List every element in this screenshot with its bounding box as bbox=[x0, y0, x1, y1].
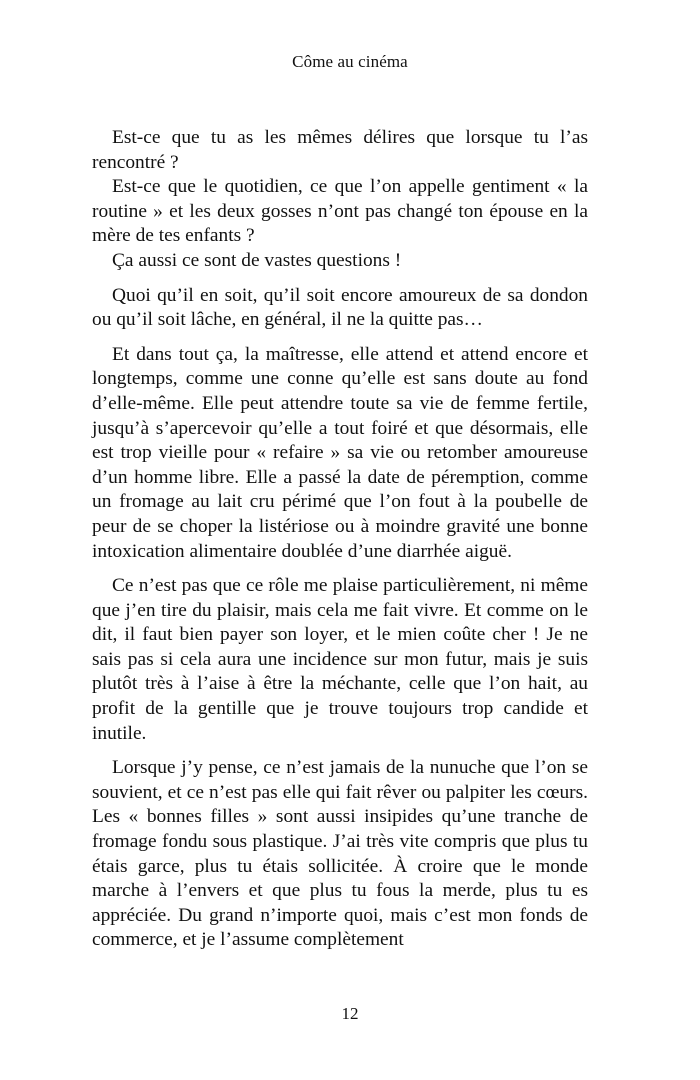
paragraph: Est-ce que tu as les mêmes délires que lorsque tu l’as rencontré ? bbox=[92, 127, 588, 173]
paragraph: Quoi qu’il en soit, qu’il soit encore amoureux de sa dondon ou qu’il soit lâche, en général, il ne la quitte pas… bbox=[92, 284, 588, 331]
paragraph: Et dans tout ça, la maîtresse, elle attend et attend encore et longtemps, comme une conne qu’elle est sans doute au fond d’elle-même. Elle peut attendre toute sa vie de femme fertile, jusqu’à s’apercevoir qu’elle a tout foiré et que désormais, elle est trop vieille pour « refaire » sa vie ou retomber amoureuse d’un homme libre. Elle a passé la date de péremption, comme un fromage au lait cru périmé que l’on fout à la poubelle de peur de se choper la listériose ou à moindre gravité une bonne intoxication alimentaire doublée d’une diarrhée aiguë. bbox=[92, 343, 588, 562]
paragraph: Est-ce que le quotidien, ce que l’on appelle gentiment « la routine » et les deux gosses n’ont pas changé ton épouse en la mère de tes enfants ? bbox=[92, 176, 588, 247]
paragraph: Ça aussi ce sont de vastes questions ! bbox=[112, 249, 402, 271]
running-header-title: Côme au cinéma bbox=[292, 52, 408, 71]
paragraph: Ce n’est pas que ce rôle me plaise particulièrement, ni même que j’en tire du plaisir, mais cela me fait vivre. Et comme on le dit, il faut bien payer son loyer, et le mien coûte cher ! Je ne sais pas si cela aura une incidence sur mon futur, mais je suis plutôt très à l’aise à être la méchante, celle que l’on hait, au profit de la gentille que je trouve toujours trop candide et inutile. bbox=[92, 575, 588, 744]
body-text bbox=[92, 126, 588, 953]
page-number: 12 bbox=[341, 1004, 359, 1023]
paragraph: Lorsque j’y pense, ce n’est jamais de la nunuche que l’on se souvient, et ce n’est pas elle qui fait rêver ou palpiter les cœurs. Les « bonnes filles » sont aussi insipides qu’une tranche de fromage fondu sous plastique. J’ai très vite compris que plus tu étais garce, plus tu étais sollicitée. À croire que le monde marche à l’envers et que plus tu fous la merde, plus tu es appréciée. Du grand n’importe quoi, mais c’est mon fonds de commerce, et je l’assume complètement bbox=[92, 757, 588, 951]
